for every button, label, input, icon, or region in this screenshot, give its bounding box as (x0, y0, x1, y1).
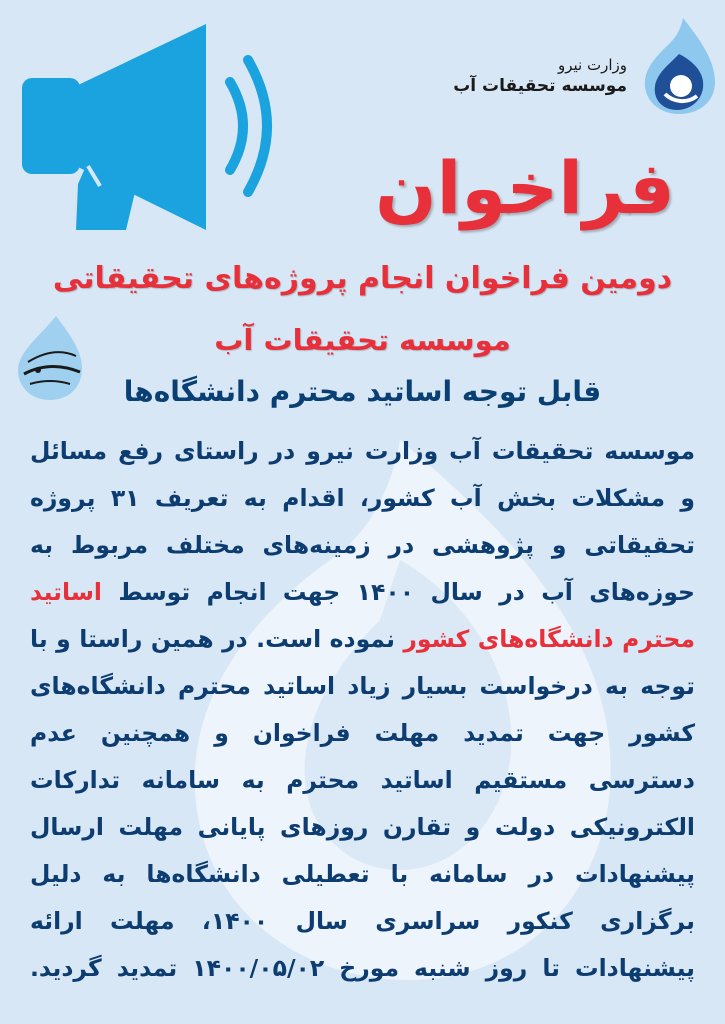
megaphone-icon (16, 16, 291, 234)
body-paragraph-part-1: موسسه تحقیقات آب وزارت نیرو در راستای رفع مسائل و مشکلات بخش آب کشور، اقدام به تعریف ۳۱ پروژه تحقیقاتی و پژوهشی در زمینه‌های مختلف مربوط به حوزه‌های آب در سال ۱۴۰۰ جهت انجام توسط (30, 437, 695, 606)
water-drop-logo (639, 16, 717, 116)
subtitle-line-1: دومین فراخوان انجام پروژه‌های تحقیقاتی (52, 261, 673, 296)
announcement-body (30, 428, 695, 992)
page-title: فراخوان (375, 146, 675, 230)
institute-name: موسسه تحقیقات آب (453, 76, 627, 96)
body-highlight-professors: اساتید محترم دانشگاه‌های کشور (30, 578, 696, 653)
ministry-name: وزارت نیرو (557, 56, 627, 74)
audience-heading: قابل توجه اساتید محترم دانشگاه‌ها (123, 375, 602, 408)
body-paragraph-part-2: نموده است. در همین راستا و با توجه به درخواست بسیار زیاد اساتید محترم دانشگاه‌های کشور جهت تمدید مهلت فراخوان و همچنین عدم دسترسی مستقیم اساتید محترم به سامانه تدارکات الکترونیکی دولت و تقارن روزهای پایانی مهلت ارسال پیشنهادات در سامانه با تعطیلی دانشگاه‌ها به دلیل برگزاری کنکور سراسری سال ۱۴۰۰، مهلت ارائه پیشنهادات تا روز شنبه مورخ ۱۴۰۰/۰۵/۰۲ تمدید گردید. (30, 625, 695, 982)
subtitle-line-2: موسسه تحقیقات آب (214, 323, 511, 357)
institute-header (453, 56, 627, 98)
